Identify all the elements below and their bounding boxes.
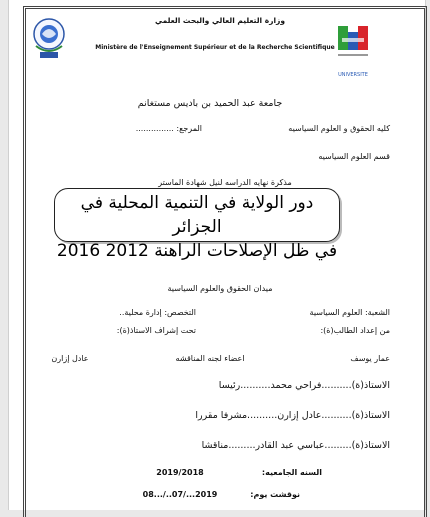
thesis-title-box bbox=[54, 188, 340, 261]
ministry-arabic: وزارة التعليم العالي والبحث العلمي bbox=[154, 16, 286, 25]
defense-date: 08.../..07/...2019 bbox=[142, 490, 218, 499]
ministry-french: Ministère de l'Enseignement Supérieur et de la Recherche Scientifique bbox=[95, 44, 335, 51]
defense-label: نوقشت يوم: bbox=[250, 490, 300, 499]
university-logo-label: UNIVERSITE bbox=[338, 72, 368, 78]
university-logo bbox=[336, 24, 370, 72]
thesis-note: مذكرة نهايه الدراسه لنيل شهادة الماستر bbox=[158, 178, 292, 187]
supervision: تحت إشراف الاستاذ(ة): bbox=[116, 326, 196, 335]
supervisor-name: عادل إزارن bbox=[51, 354, 89, 363]
committee-member-3: الاستاذ(ة).........عباسي عبد القادر.........مناقشا bbox=[201, 440, 390, 451]
branch: الشعبة: العلوم السياسية bbox=[309, 308, 390, 317]
committee-member-1: الاستاذ(ة)..........فراحي محمد..........رئيسا bbox=[218, 380, 390, 391]
academic-year: 2019/2018 bbox=[156, 468, 204, 477]
thesis-title-line2: في ظل الإصلاحات الراهنة 2012 2016 bbox=[56, 241, 338, 261]
prepared-by: من إعداد الطالب(ة): bbox=[320, 326, 390, 335]
faculty: كليه الحقوق و العلوم السياسيه bbox=[288, 124, 390, 133]
department: قسم العلوم السياسيه bbox=[318, 152, 390, 161]
field: ميدان الحقوق والعلوم السياسية bbox=[167, 284, 273, 293]
student-name: عمار يوسف bbox=[350, 354, 390, 363]
specialty: التخصص: إدارة محلية.. bbox=[119, 308, 196, 317]
ministry-logo bbox=[28, 16, 70, 62]
academic-year-label: السنه الجامعيه: bbox=[261, 468, 322, 477]
thesis-title-line1: دور الولاية في التنمية المحلية في الجزائر bbox=[80, 193, 314, 237]
university-name: جامعة عبد الحميد بن باديس مستغانم bbox=[137, 98, 283, 109]
reference: المرجع: ............... bbox=[135, 124, 202, 133]
committee-member-2: الاستاذ(ة)..........عادل إزارن..........مشرفا مقررا bbox=[195, 410, 390, 421]
committee-heading: اعضاء لجنه المناقشه bbox=[175, 354, 245, 363]
